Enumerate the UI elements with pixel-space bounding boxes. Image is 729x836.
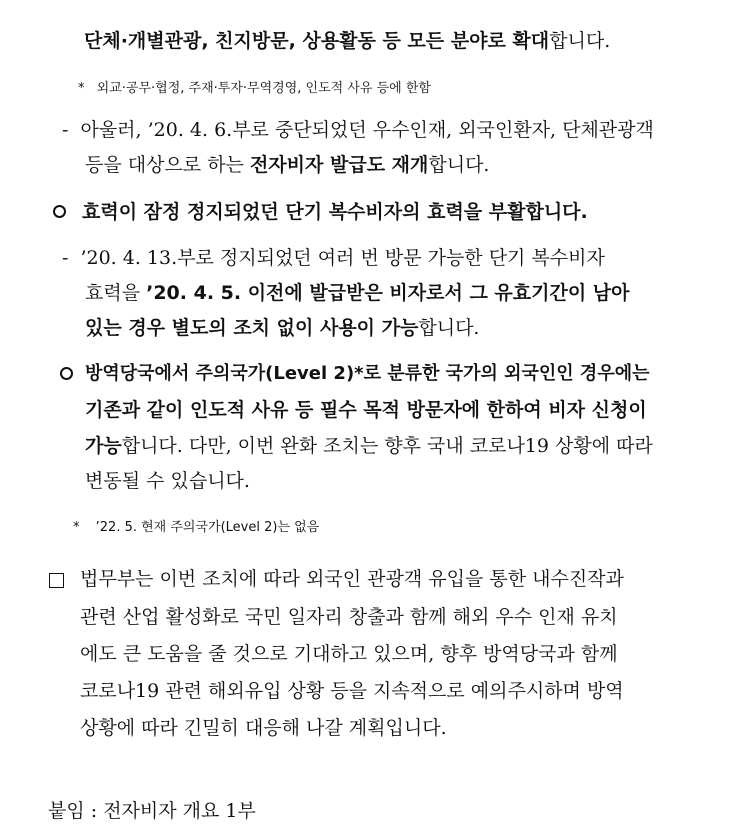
dash-mark: - bbox=[62, 119, 69, 141]
paragraph-line bbox=[84, 29, 610, 53]
paragraph-line bbox=[85, 316, 479, 340]
bold-text: 가능 bbox=[85, 435, 122, 457]
checkbox-bullet-icon bbox=[49, 573, 64, 588]
bold-text: 있는 경우 별도의 조치 없이 사용이 가능 bbox=[85, 317, 419, 339]
footnote-text: 외교·공무·협정, 주재·투자·무역경영, 인도적 사유 등에 한함 bbox=[96, 81, 431, 96]
bold-text: 단체·개별관광, 친지방문, 상용활동 등 모든 분야로 확대 bbox=[84, 30, 550, 52]
text: 합니다. 다만, 이번 완화 조치는 향후 국내 코로나19 상황에 따라 bbox=[121, 435, 653, 457]
text: 등을 대상으로 하는 bbox=[85, 154, 250, 176]
text: 합니다. bbox=[549, 30, 611, 52]
paragraph-line: 기존과 같이 인도적 사유 등 필수 목적 방문자에 한하여 비자 신청이 bbox=[85, 399, 647, 421]
paragraph-line bbox=[85, 153, 489, 177]
dash-mark: - bbox=[62, 247, 69, 269]
footnote-mark: * bbox=[78, 81, 85, 96]
circle-bullet-icon bbox=[60, 367, 73, 380]
footnote-text: ’22. 5. 현재 주의국가(Level 2)는 없음 bbox=[95, 520, 320, 535]
text: 합니다. bbox=[428, 154, 490, 176]
dash-item bbox=[62, 246, 605, 270]
text: 효력을 bbox=[85, 282, 147, 304]
footnote bbox=[78, 80, 431, 98]
circle-bullet-icon bbox=[53, 205, 66, 218]
text: 합니다. bbox=[418, 317, 480, 339]
circle-heading: 방역당국에서 주의국가(Level 2)*로 분류한 국가의 외국인인 경우에는 bbox=[85, 363, 650, 384]
paragraph-line: 법무부는 이번 조치에 따라 외국인 관광객 유입을 통한 내수진작과 bbox=[80, 568, 624, 590]
paragraph-line bbox=[85, 281, 630, 305]
footnote-mark: * bbox=[73, 520, 80, 535]
text: ’20. 4. 13.부로 정지되었던 여러 번 방문 가능한 단기 복수비자 bbox=[80, 247, 605, 269]
text: 아울러, ’20. 4. 6.부로 중단되었던 우수인재, 외국인환자, 단체관광객 bbox=[80, 119, 654, 141]
circle-heading: 효력이 잠정 정지되었던 단기 복수비자의 효력을 부활합니다. bbox=[82, 201, 588, 223]
bold-text: ’20. 4. 5. 이전에 발급받은 비자로서 그 유효기간이 남아 bbox=[146, 282, 630, 304]
bold-text: 전자비자 발급도 재개 bbox=[249, 154, 429, 176]
attachment-line: 붙임 : 전자비자 개요 1부 bbox=[48, 800, 256, 822]
paragraph-line: 관련 산업 활성화로 국민 일자리 창출과 함께 해외 우수 인재 유치 bbox=[80, 606, 618, 628]
paragraph-line: 변동될 수 있습니다. bbox=[85, 470, 250, 492]
paragraph-line bbox=[85, 434, 653, 458]
paragraph-line: 상황에 따라 긴밀히 대응해 나갈 계획입니다. bbox=[80, 717, 447, 739]
dash-item bbox=[62, 118, 654, 142]
paragraph-line: 에도 큰 도움을 줄 것으로 기대하고 있으며, 향후 방역당국과 함께 bbox=[80, 643, 618, 665]
paragraph-line: 코로나19 관련 해외유입 상황 등을 지속적으로 예의주시하며 방역 bbox=[80, 680, 624, 702]
footnote bbox=[73, 519, 319, 537]
